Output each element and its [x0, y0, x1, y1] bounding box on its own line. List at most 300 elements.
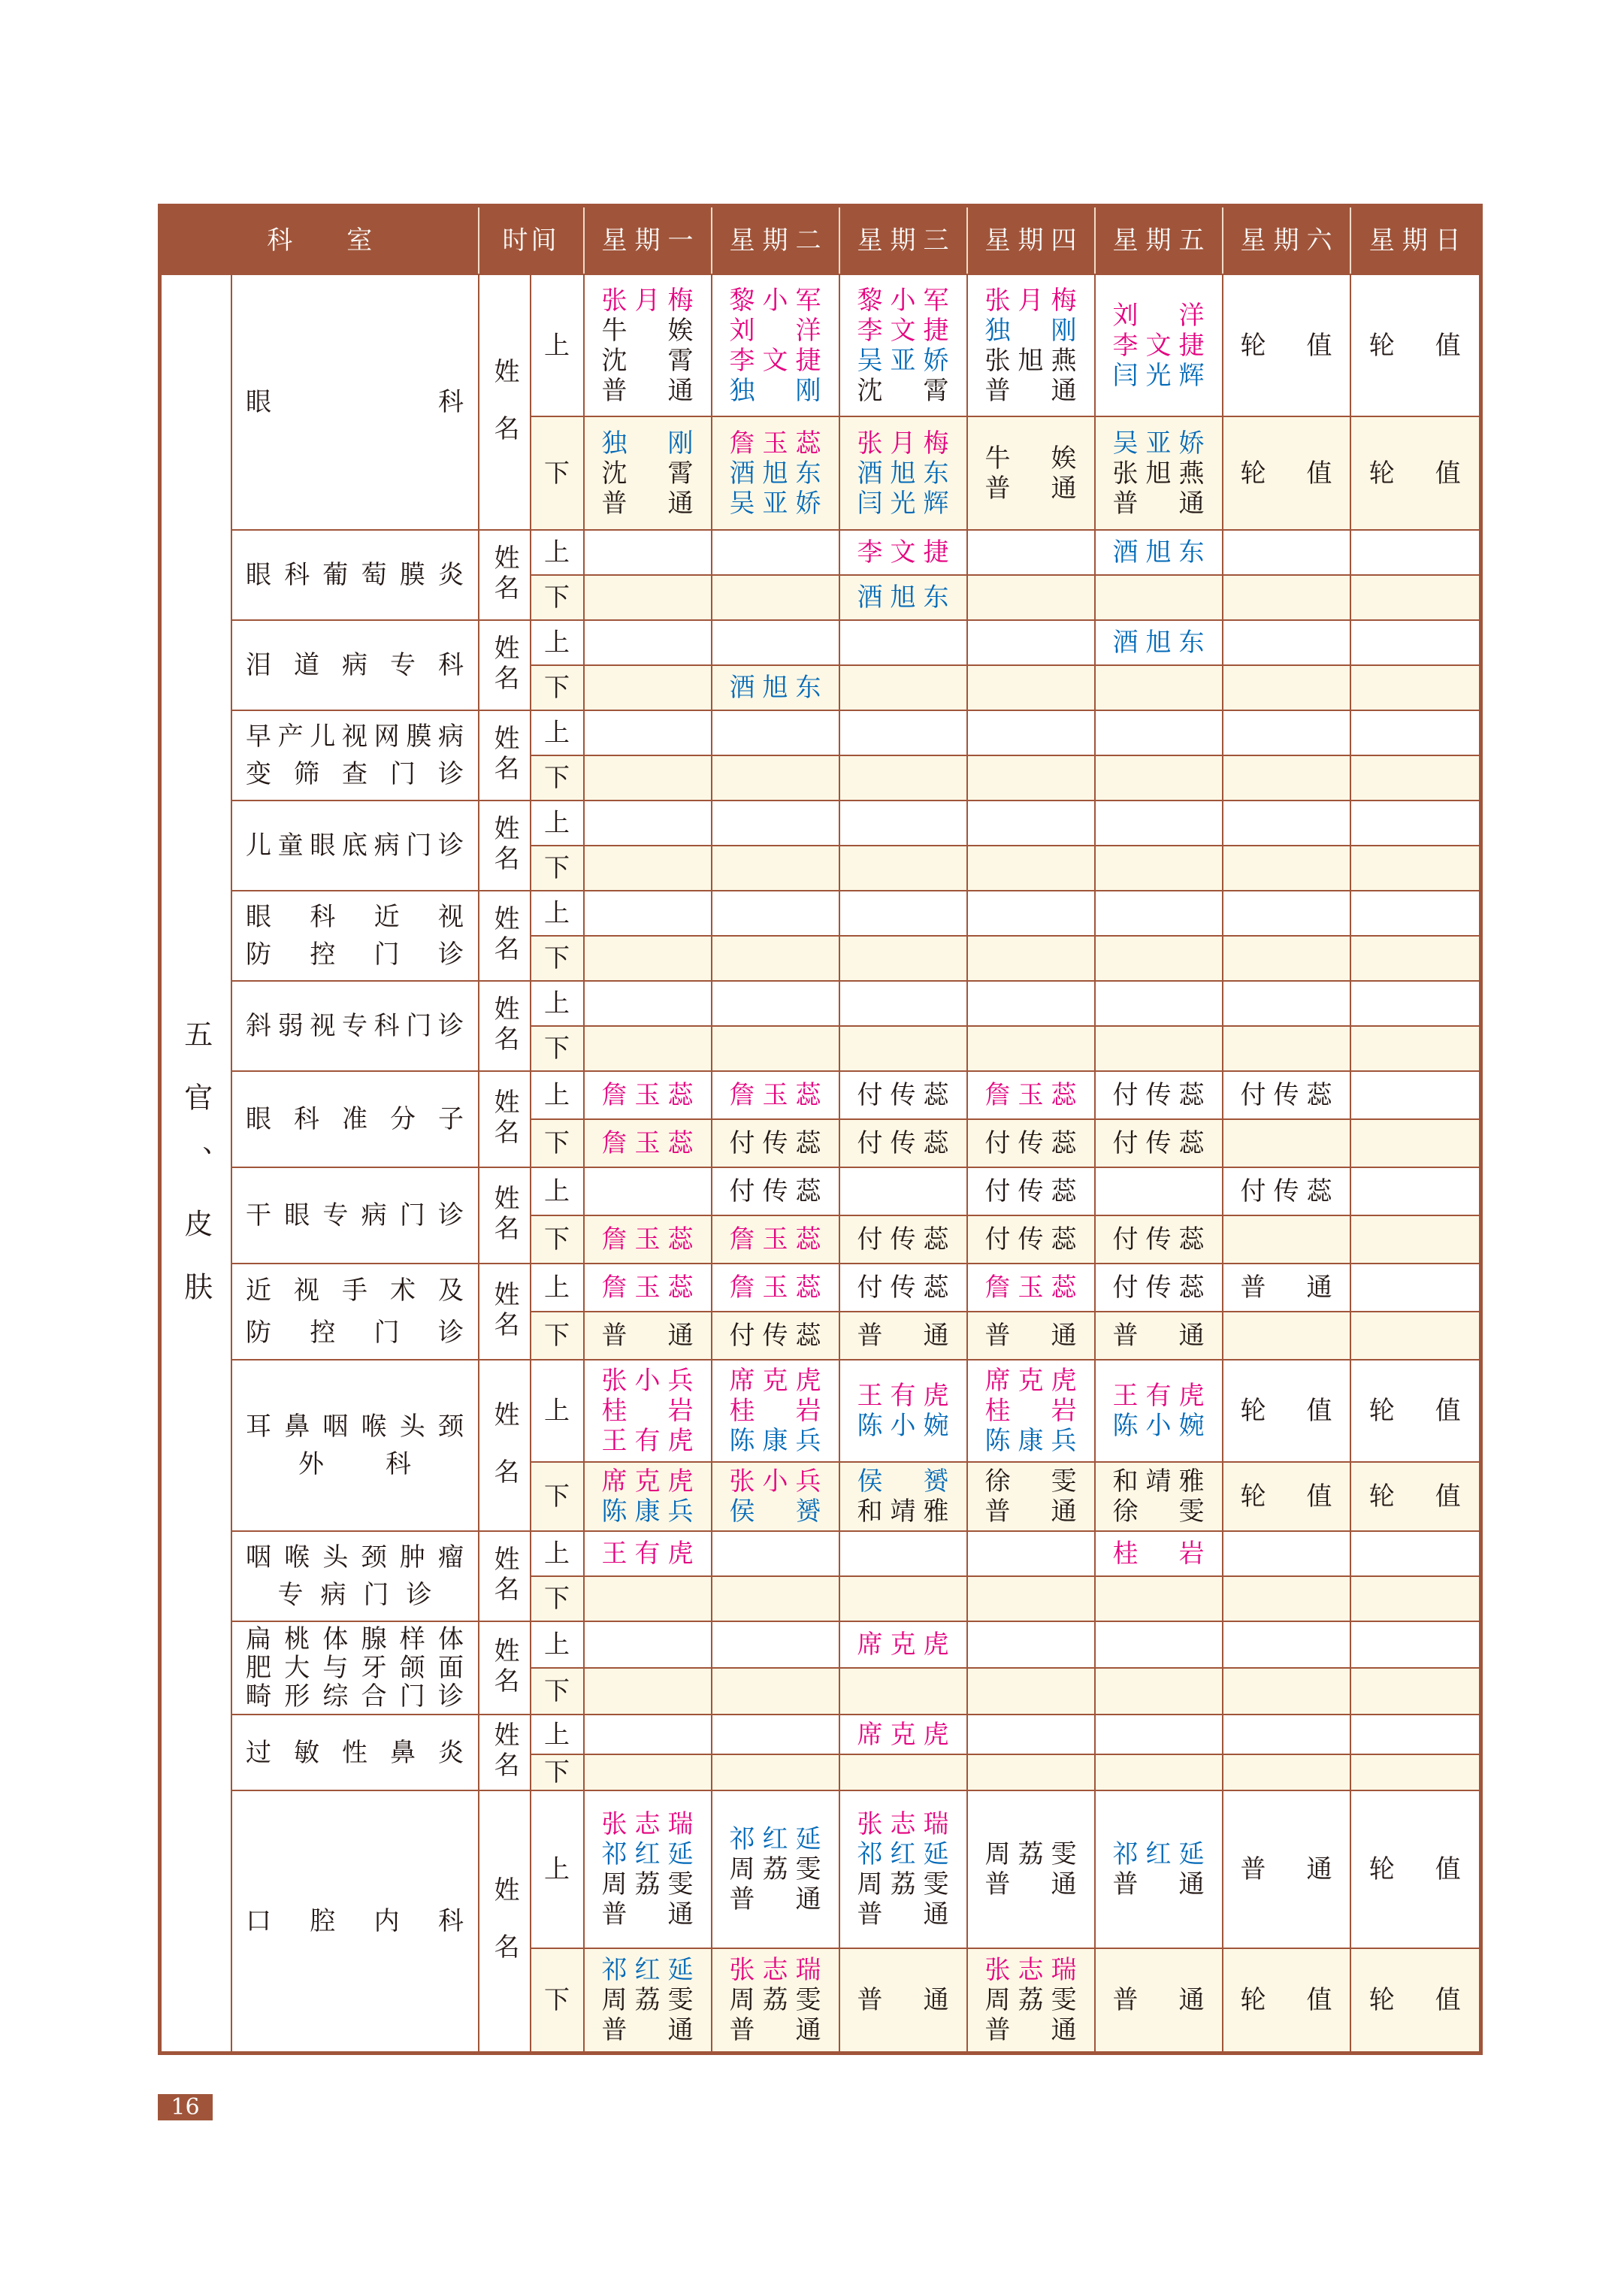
schedule-cell-day-5 — [1095, 1264, 1223, 1312]
schedule-cell-day-2 — [712, 1948, 839, 2053]
name-label-cell — [479, 1360, 531, 1531]
schedule-cell-day-1 — [584, 530, 712, 575]
schedule-cell-day-5 — [1095, 710, 1223, 755]
header-day-label: 星期二 — [729, 225, 821, 256]
schedule-cell-day-5 — [1095, 1576, 1223, 1621]
schedule-cell-day-4 — [967, 1462, 1095, 1531]
schedule-cell-day-1 — [584, 274, 712, 416]
doctor-name: 普通 — [984, 2014, 1077, 2045]
schedule-cell-day-4 — [967, 1026, 1095, 1071]
department-label-cell — [231, 801, 479, 891]
name-label: 姓名 — [489, 904, 519, 965]
doctor-name: 桂岩 — [729, 1396, 821, 1426]
department-label: 扁桃体腺样体 — [246, 1624, 464, 1654]
session-label-am: 上 — [531, 530, 584, 575]
schedule-cell-day-6 — [1223, 620, 1350, 665]
schedule-row-am — [160, 530, 1481, 575]
schedule-cell-day-5 — [1095, 1948, 1223, 2053]
schedule-cell-day-2 — [712, 1215, 839, 1264]
schedule-cell-day-1 — [584, 1668, 712, 1715]
doctor-name: 普通 — [1112, 488, 1205, 519]
doctor-name: 詹玉蕊 — [729, 1224, 821, 1255]
name-label-cell — [479, 530, 531, 620]
schedule-cell-day-3 — [839, 1215, 967, 1264]
doctor-name: 和靖雅 — [857, 1497, 949, 1527]
schedule-cell-day-7 — [1350, 981, 1481, 1026]
doctor-name: 周荔雯 — [857, 1869, 949, 1899]
doctor-name: 普通 — [729, 1884, 821, 1914]
schedule-cell-day-6 — [1223, 981, 1350, 1026]
schedule-cell-day-1 — [584, 1576, 712, 1621]
schedule-cell-day-4 — [967, 936, 1095, 981]
schedule-cell-day-7 — [1350, 575, 1481, 620]
name-label: 姓名 — [489, 994, 519, 1055]
session-label-am: 上 — [531, 801, 584, 846]
session-label-am: 上 — [531, 1167, 584, 1215]
schedule-cell-day-3 — [839, 936, 967, 981]
schedule-cell-day-7 — [1350, 846, 1481, 891]
schedule-cell-day-2 — [712, 1119, 839, 1167]
schedule-cell-day-2 — [712, 1462, 839, 1531]
schedule-row-am — [160, 620, 1481, 665]
schedule-cell-day-1 — [584, 1790, 712, 1948]
schedule-cell-day-1 — [584, 1264, 712, 1312]
schedule-row-am — [160, 981, 1481, 1026]
schedule-cell-day-6 — [1223, 1668, 1350, 1715]
schedule-cell-day-4 — [967, 530, 1095, 575]
schedule-cell-day-4 — [967, 1576, 1095, 1621]
session-label-am: 上 — [531, 1360, 584, 1462]
doctor-name: 普通 — [857, 1984, 949, 2015]
department-label: 眼科近视 — [246, 902, 464, 932]
doctor-name: 詹玉蕊 — [729, 1080, 821, 1110]
schedule-cell-day-5 — [1095, 274, 1223, 416]
schedule-cell-day-4 — [967, 575, 1095, 620]
session-label-pm: 下 — [531, 1576, 584, 1621]
schedule-cell-day-1 — [584, 1754, 712, 1790]
session-label-am: 上 — [531, 1071, 584, 1119]
doctor-name: 普通 — [1112, 1869, 1205, 1899]
schedule-cell-day-7 — [1350, 1264, 1481, 1312]
department-label-cell — [231, 1360, 479, 1531]
schedule-cell-day-2 — [712, 801, 839, 846]
doctor-name: 黎小军 — [857, 285, 949, 316]
schedule-cell-day-3 — [839, 1668, 967, 1715]
doctor-name: 张旭燕 — [1112, 458, 1205, 489]
doctor-name: 张志瑞 — [857, 1809, 949, 1839]
schedule-cell-day-4 — [967, 1531, 1095, 1576]
doctor-name: 付传蕊 — [984, 1128, 1077, 1158]
schedule-cell-day-6 — [1223, 801, 1350, 846]
header-day-label: 星期三 — [857, 225, 949, 256]
name-label-cell — [479, 1790, 531, 2053]
doctor-name: 徐雯 — [1112, 1497, 1205, 1527]
name-label: 姓名 — [489, 1184, 519, 1245]
department-label: 口腔内科 — [246, 1905, 464, 1936]
schedule-row-am — [160, 1264, 1481, 1312]
doctor-name: 付传蕊 — [1240, 1176, 1332, 1206]
doctor-name: 吴亚娇 — [1112, 428, 1205, 459]
doctor-name: 轮值 — [1368, 1984, 1461, 2015]
schedule-cell-day-1 — [584, 801, 712, 846]
doctor-name: 张月梅 — [857, 428, 949, 459]
schedule-cell-day-4 — [967, 1715, 1095, 1754]
schedule-cell-day-1 — [584, 1119, 712, 1167]
schedule-cell-day-7 — [1350, 416, 1481, 530]
schedule-cell-day-2 — [712, 1754, 839, 1790]
schedule-cell-day-6 — [1223, 1167, 1350, 1215]
doctor-name: 普通 — [601, 375, 694, 406]
schedule-cell-day-3 — [839, 620, 967, 665]
schedule-cell-day-3 — [839, 891, 967, 936]
department-label: 眼科葡萄膜炎 — [246, 560, 464, 590]
doctor-name: 普通 — [984, 1497, 1077, 1527]
doctor-name: 侯赟 — [729, 1497, 821, 1527]
schedule-cell-day-7 — [1350, 891, 1481, 936]
doctor-name: 李文捷 — [857, 537, 949, 567]
doctor-name: 牛娭 — [601, 315, 694, 346]
schedule-cell-day-3 — [839, 1026, 967, 1071]
schedule-cell-day-6 — [1223, 416, 1350, 530]
session-label-am: 上 — [531, 1264, 584, 1312]
schedule-cell-day-1 — [584, 981, 712, 1026]
doctor-name: 普通 — [601, 1321, 694, 1351]
department-label: 肥大与牙颌面 — [246, 1653, 464, 1683]
header-time-label: 时间 — [502, 225, 560, 256]
schedule-cell-day-2 — [712, 530, 839, 575]
doctor-name: 祁红延 — [857, 1839, 949, 1869]
schedule-cell-day-5 — [1095, 936, 1223, 981]
doctor-name: 祁红延 — [729, 1824, 821, 1854]
header-day-4 — [967, 206, 1095, 275]
schedule-cell-day-6 — [1223, 1119, 1350, 1167]
schedule-cell-day-5 — [1095, 1621, 1223, 1668]
schedule-cell-day-7 — [1350, 530, 1481, 575]
schedule-cell-day-1 — [584, 755, 712, 801]
session-label-pm: 下 — [531, 846, 584, 891]
doctor-name: 詹玉蕊 — [601, 1128, 694, 1158]
schedule-cell-day-6 — [1223, 1462, 1350, 1531]
schedule-cell-day-2 — [712, 575, 839, 620]
schedule-cell-day-4 — [967, 1312, 1095, 1360]
schedule-cell-day-5 — [1095, 1071, 1223, 1119]
schedule-cell-day-6 — [1223, 274, 1350, 416]
doctor-name: 轮值 — [1368, 1396, 1461, 1426]
session-label-am: 上 — [531, 981, 584, 1026]
doctor-name: 张月梅 — [601, 285, 694, 316]
doctor-name: 酒旭东 — [1112, 537, 1205, 567]
doctor-name: 酒旭东 — [1112, 628, 1205, 658]
doctor-name: 付传蕊 — [1112, 1080, 1205, 1110]
schedule-cell-day-3 — [839, 665, 967, 710]
header-day-label: 星期日 — [1368, 225, 1461, 256]
doctor-name: 张小兵 — [601, 1366, 694, 1396]
doctor-name: 和靖雅 — [1112, 1466, 1205, 1497]
schedule-cell-day-2 — [712, 620, 839, 665]
name-label-cell — [479, 1621, 531, 1715]
doctor-name: 付传蕊 — [729, 1176, 821, 1206]
name-label: 姓名 — [489, 357, 519, 472]
schedule-cell-day-3 — [839, 1312, 967, 1360]
header-time — [479, 206, 584, 275]
department-label-cell — [231, 1071, 479, 1167]
schedule-cell-day-5 — [1095, 1790, 1223, 1948]
schedule-cell-day-5 — [1095, 1167, 1223, 1215]
doctor-name: 付传蕊 — [1112, 1128, 1205, 1158]
doctor-name: 陈康兵 — [601, 1497, 694, 1527]
schedule-cell-day-5 — [1095, 1215, 1223, 1264]
session-label-am: 上 — [531, 710, 584, 755]
department-label-cell — [231, 620, 479, 710]
doctor-name: 沈霄 — [857, 375, 949, 406]
doctor-name: 张志瑞 — [729, 1954, 821, 1985]
doctor-name: 独刚 — [984, 315, 1077, 346]
doctor-name: 闫光辉 — [857, 488, 949, 519]
schedule-cell-day-3 — [839, 1790, 967, 1948]
schedule-cell-day-7 — [1350, 274, 1481, 416]
schedule-cell-day-6 — [1223, 891, 1350, 936]
header-day-label: 星期五 — [1112, 225, 1205, 256]
doctor-name: 李文捷 — [857, 315, 949, 346]
department-label: 变筛查门诊 — [246, 759, 464, 789]
header-department — [160, 206, 479, 275]
schedule-cell-day-5 — [1095, 1715, 1223, 1754]
session-label-pm: 下 — [531, 1948, 584, 2053]
schedule-cell-day-6 — [1223, 846, 1350, 891]
schedule-cell-day-2 — [712, 1264, 839, 1312]
header-day-5 — [1095, 206, 1223, 275]
schedule-cell-day-3 — [839, 1715, 967, 1754]
doctor-name: 周荔雯 — [984, 1839, 1077, 1869]
department-label: 专病门诊 — [277, 1580, 432, 1610]
session-label-pm: 下 — [531, 755, 584, 801]
doctor-name: 普通 — [984, 1869, 1077, 1899]
schedule-cell-day-4 — [967, 1754, 1095, 1790]
schedule-cell-day-4 — [967, 1071, 1095, 1119]
doctor-name: 王有虎 — [857, 1381, 949, 1411]
schedule-cell-day-3 — [839, 710, 967, 755]
doctor-name: 桂岩 — [601, 1396, 694, 1426]
header-day-6 — [1223, 206, 1350, 275]
doctor-name: 李文捷 — [1112, 330, 1205, 361]
schedule-cell-day-6 — [1223, 1790, 1350, 1948]
schedule-cell-day-3 — [839, 1167, 967, 1215]
department-label-cell — [231, 274, 479, 530]
department-label: 耳鼻咽喉头颈 — [246, 1412, 464, 1442]
schedule-cell-day-4 — [967, 1621, 1095, 1668]
schedule-cell-day-5 — [1095, 416, 1223, 530]
schedule-cell-day-3 — [839, 1462, 967, 1531]
department-label-cell — [231, 710, 479, 801]
doctor-name: 独刚 — [729, 375, 821, 406]
page-number: 16 — [158, 2094, 213, 2120]
doctor-name: 詹玉蕊 — [601, 1273, 694, 1303]
department-label-cell — [231, 891, 479, 981]
schedule-cell-day-5 — [1095, 801, 1223, 846]
doctor-name: 付传蕊 — [984, 1176, 1077, 1206]
schedule-cell-day-6 — [1223, 1215, 1350, 1264]
doctor-name: 轮值 — [1368, 1854, 1461, 1884]
name-label-cell — [479, 1264, 531, 1360]
schedule-cell-day-2 — [712, 1531, 839, 1576]
schedule-cell-day-1 — [584, 1167, 712, 1215]
schedule-cell-day-5 — [1095, 1531, 1223, 1576]
name-label-cell — [479, 1167, 531, 1264]
schedule-cell-day-5 — [1095, 755, 1223, 801]
session-label-pm: 下 — [531, 1312, 584, 1360]
schedule-row-am — [160, 1167, 1481, 1215]
schedule-row-am — [160, 1621, 1481, 1668]
schedule-cell-day-2 — [712, 1026, 839, 1071]
schedule-cell-day-6 — [1223, 755, 1350, 801]
doctor-name: 付传蕊 — [729, 1321, 821, 1351]
doctor-name: 普通 — [1112, 1984, 1205, 2015]
doctor-name: 沈霄 — [601, 345, 694, 376]
department-label: 早产儿视网膜病 — [246, 722, 464, 752]
schedule-cell-day-6 — [1223, 1754, 1350, 1790]
name-label: 姓名 — [489, 1876, 519, 1991]
doctor-name: 轮值 — [1240, 1482, 1332, 1512]
name-label-cell — [479, 801, 531, 891]
name-label: 姓名 — [489, 724, 519, 785]
schedule-cell-day-3 — [839, 575, 967, 620]
doctor-name: 张志瑞 — [601, 1809, 694, 1839]
doctor-name: 普通 — [984, 1321, 1077, 1351]
doctor-name: 祁红延 — [601, 1954, 694, 1985]
doctor-name: 付传蕊 — [1112, 1224, 1205, 1255]
schedule-cell-day-4 — [967, 1790, 1095, 1948]
doctor-name: 祁红延 — [1112, 1839, 1205, 1869]
session-label-pm: 下 — [531, 1754, 584, 1790]
schedule-cell-day-4 — [967, 1264, 1095, 1312]
schedule-cell-day-1 — [584, 1531, 712, 1576]
schedule-cell-day-6 — [1223, 1360, 1350, 1462]
doctor-name: 闫光辉 — [1112, 360, 1205, 391]
department-label-cell — [231, 1531, 479, 1621]
doctor-name: 陈康兵 — [729, 1426, 821, 1456]
schedule-cell-day-4 — [967, 1119, 1095, 1167]
doctor-name: 詹玉蕊 — [601, 1080, 694, 1110]
category-cell — [160, 274, 231, 2053]
doctor-name: 王有虎 — [601, 1539, 694, 1569]
doctor-name: 詹玉蕊 — [984, 1273, 1077, 1303]
doctor-name: 付传蕊 — [984, 1224, 1077, 1255]
schedule-cell-day-1 — [584, 936, 712, 981]
doctor-name: 桂岩 — [1112, 1539, 1205, 1569]
schedule-cell-day-6 — [1223, 710, 1350, 755]
schedule-cell-day-3 — [839, 1576, 967, 1621]
name-label-cell — [479, 1531, 531, 1621]
department-label-cell — [231, 1264, 479, 1360]
doctor-name: 付传蕊 — [857, 1273, 949, 1303]
schedule-cell-day-3 — [839, 1948, 967, 2053]
doctor-name: 祁红延 — [601, 1839, 694, 1869]
schedule-cell-day-6 — [1223, 1948, 1350, 2053]
schedule-cell-day-7 — [1350, 755, 1481, 801]
schedule-cell-day-5 — [1095, 1026, 1223, 1071]
schedule-cell-day-2 — [712, 710, 839, 755]
doctor-name: 黎小军 — [729, 285, 821, 316]
schedule-cell-day-2 — [712, 1071, 839, 1119]
doctor-name: 轮值 — [1240, 458, 1332, 489]
schedule-cell-day-3 — [839, 1119, 967, 1167]
schedule-cell-day-4 — [967, 891, 1095, 936]
doctor-name: 张志瑞 — [984, 1954, 1077, 1985]
doctor-name: 轮值 — [1240, 330, 1332, 361]
doctor-name: 周荔雯 — [601, 1869, 694, 1899]
schedule-cell-day-7 — [1350, 1576, 1481, 1621]
header-day-7 — [1350, 206, 1481, 275]
schedule-cell-day-3 — [839, 416, 967, 530]
schedule-cell-day-4 — [967, 1215, 1095, 1264]
doctor-name: 席克虎 — [857, 1630, 949, 1660]
schedule-cell-day-7 — [1350, 801, 1481, 846]
session-label-pm: 下 — [531, 575, 584, 620]
schedule-cell-day-6 — [1223, 1621, 1350, 1668]
doctor-name: 普通 — [601, 1899, 694, 1929]
doctor-name: 席克虎 — [601, 1466, 694, 1497]
department-label: 过敏性鼻炎 — [246, 1737, 464, 1768]
doctor-name: 酒旭东 — [729, 673, 821, 703]
doctor-name: 王有虎 — [1112, 1381, 1205, 1411]
schedule-cell-day-1 — [584, 1360, 712, 1462]
name-label: 姓名 — [489, 1636, 519, 1697]
schedule-cell-day-7 — [1350, 1462, 1481, 1531]
name-label: 姓名 — [489, 1400, 519, 1515]
doctor-name: 张旭燕 — [984, 345, 1077, 376]
schedule-cell-day-2 — [712, 1312, 839, 1360]
department-label: 儿童眼底病门诊 — [246, 831, 464, 861]
session-label-am: 上 — [531, 1531, 584, 1576]
schedule-cell-day-7 — [1350, 1790, 1481, 1948]
session-label-pm: 下 — [531, 936, 584, 981]
schedule-cell-day-7 — [1350, 1531, 1481, 1576]
schedule-cell-day-7 — [1350, 1754, 1481, 1790]
doctor-name: 沈霄 — [601, 458, 694, 489]
schedule-cell-day-1 — [584, 575, 712, 620]
doctor-name: 付传蕊 — [1112, 1273, 1205, 1303]
doctor-name: 普通 — [601, 2014, 694, 2045]
doctor-name: 付传蕊 — [857, 1224, 949, 1255]
doctor-name: 詹玉蕊 — [601, 1224, 694, 1255]
header-day-label: 星期六 — [1240, 225, 1332, 256]
doctor-name: 张小兵 — [729, 1466, 821, 1497]
doctor-name: 周荔雯 — [729, 1854, 821, 1884]
schedule-row-am — [160, 1071, 1481, 1119]
schedule-cell-day-6 — [1223, 575, 1350, 620]
schedule-cell-day-4 — [967, 755, 1095, 801]
schedule-cell-day-5 — [1095, 1119, 1223, 1167]
doctor-name: 周荔雯 — [601, 1984, 694, 2015]
schedule-cell-day-6 — [1223, 1531, 1350, 1576]
schedule-cell-day-1 — [584, 1026, 712, 1071]
schedule-cell-day-2 — [712, 981, 839, 1026]
schedule-row-am — [160, 1715, 1481, 1754]
schedule-cell-day-4 — [967, 1948, 1095, 2053]
schedule-cell-day-2 — [712, 1668, 839, 1715]
doctor-name: 席克虎 — [729, 1366, 821, 1396]
schedule-cell-day-1 — [584, 1715, 712, 1754]
schedule-cell-day-3 — [839, 1360, 967, 1462]
schedule-cell-day-3 — [839, 1754, 967, 1790]
schedule-cell-day-1 — [584, 1215, 712, 1264]
doctor-name: 轮值 — [1240, 1984, 1332, 2015]
session-label-am: 上 — [531, 274, 584, 416]
session-label-am: 上 — [531, 891, 584, 936]
department-label: 防控门诊 — [246, 940, 464, 970]
doctor-name: 付传蕊 — [729, 1128, 821, 1158]
schedule-cell-day-6 — [1223, 936, 1350, 981]
